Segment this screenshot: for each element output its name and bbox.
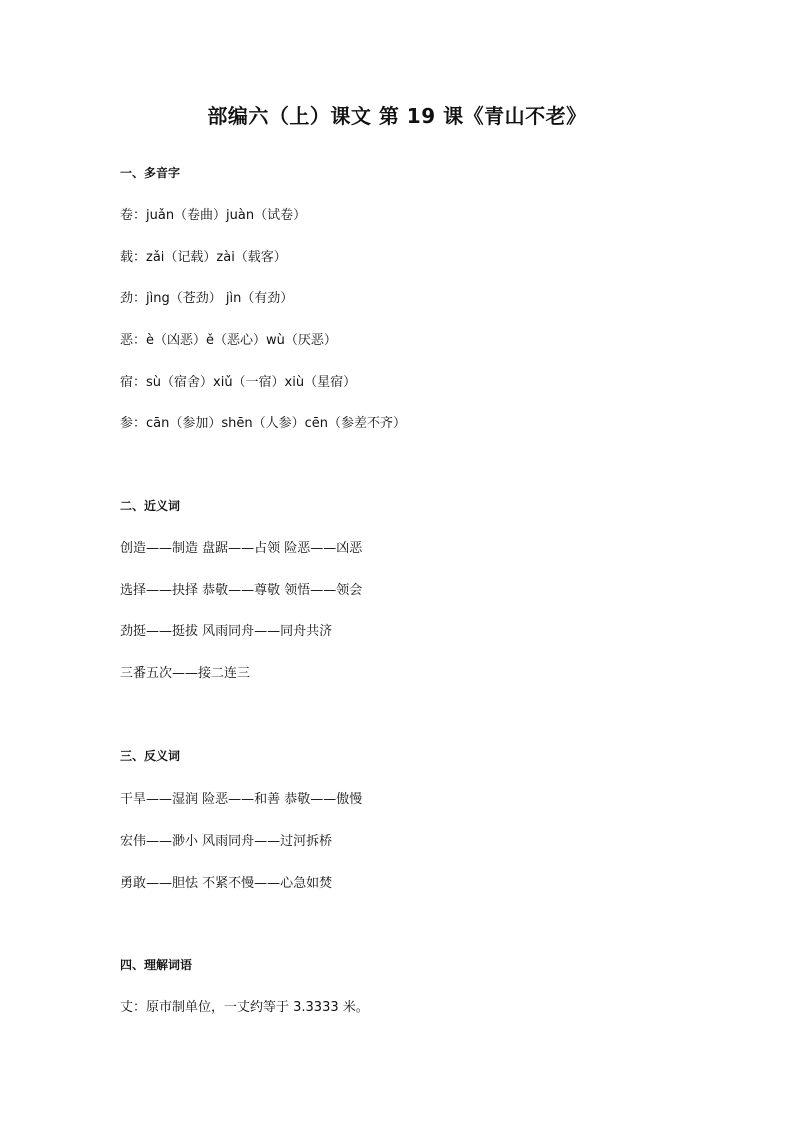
antonym-line: 宏伟——渺小 风雨同舟——过河拆桥 xyxy=(120,834,333,849)
polyphonic-line: 劲：jìng（苍劲） jìn（有劲） xyxy=(120,291,294,306)
synonym-line: 选择——抉择 恭敬——尊敬 领悟——领会 xyxy=(120,583,363,598)
section-heading-polyphonic: 一、多音字 xyxy=(120,166,181,180)
synonym-line: 创造——制造 盘踞——占领 险恶——凶恶 xyxy=(120,541,363,556)
polyphonic-line: 宿：sù（宿舍）xiǔ（一宿）xiù（星宿） xyxy=(120,375,357,390)
polyphonic-line: 载：zǎi（记载）zài（载客） xyxy=(120,250,287,265)
polyphonic-line: 恶：è（凶恶）ě（恶心）wù（厌恶） xyxy=(120,333,337,348)
section-heading-antonyms: 三、反义词 xyxy=(120,749,181,763)
synonym-line: 劲挺——挺拔 风雨同舟——同舟共济 xyxy=(120,624,333,639)
vocabulary-line: 丈：原市制单位，一丈约等于 3.3333 米。 xyxy=(120,1000,369,1015)
polyphonic-line: 参：cān（参加）shēn（人参）cēn（参差不齐） xyxy=(120,416,406,431)
section-heading-vocabulary: 四、理解词语 xyxy=(120,958,193,972)
antonym-line: 勇敢——胆怯 不紧不慢——心急如焚 xyxy=(120,876,333,891)
section-heading-synonyms: 二、近义词 xyxy=(120,499,181,513)
synonym-line: 三番五次——接二连三 xyxy=(120,666,251,681)
document-title: 部编六（上）课文 第 19 课《青山不老》 xyxy=(207,104,587,128)
polyphonic-line: 卷：juǎn（卷曲）juàn（试卷） xyxy=(120,208,307,223)
antonym-line: 干旱——湿润 险恶——和善 恭敬——傲慢 xyxy=(120,792,363,807)
